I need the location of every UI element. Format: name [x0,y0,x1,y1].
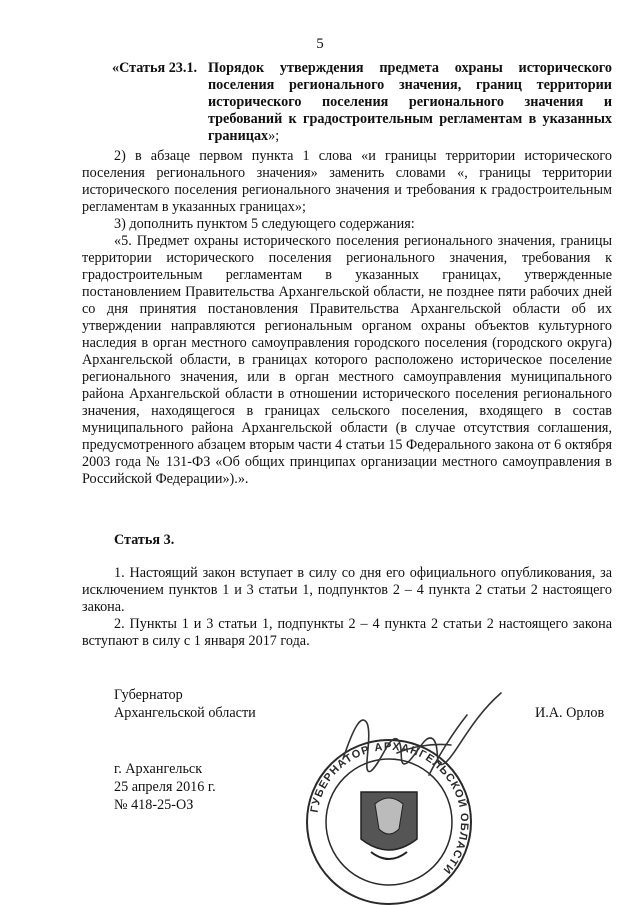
article-3-item-1: 1. Настоящий закон вступает в силу со дня его официального опубликования, за исключением пунктов 1 и 3 статьи 1, подпунктов 2 – 4 пункта 2 статьи 2 настоящего закона. [82,565,612,615]
article-heading-prefix: «Статья 23.1. [112,60,198,76]
signatory-position [114,686,256,722]
law-number: № 418-25-ОЗ [114,797,194,813]
law-date: 25 апреля 2016 г. [114,779,216,795]
paragraph-item-5: «5. Предмет охраны исторического поселения регионального значения, границы территории исторического поселения регионального значения, требования к градостроительным регламентам в указанных границах, утвержденные постановлением Правительства Архангельской области, не позднее пяти рабочих дней со дня принятия постановления Правительства Архангельской области об их утверждении направляются региональным органом охраны объектов культурного наследия в орган местного самоуправления городского поселения (городского округа) Архангельской области, в границах которого расположено историческое поселение регионального значения, или в орган местного самоуправления муниципального района Архангельской области в отношении исторического поселения регионального значения, находящегося в границах сельского поселения, входящего в состав муниципального района Архангельской области (в случае отсутствия соглашения, предусмотренного абзацем вторым части 4 статьи 15 Федерального закона от 6 октября 2003 года № 131-ФЗ «Об общих принципах организации местного самоуправления в Российской Федерации»).». [82,233,612,487]
amendment-paragraphs [82,148,612,488]
article-3-body [82,565,612,650]
page-number: 5 [316,36,324,52]
place-date-block [114,760,216,814]
seal-text: ГУБЕРНАТОР АРХАНГЕЛЬСКОЙ ОБЛАСТИ [308,740,471,877]
paragraph-2: 2) в абзаце первом пункта 1 слова «и границы территории исторического поселения регионального значения» заменить словами «, границы территории исторического поселения регионального значения и требования к градостроительным регламентам в указанных границах»; [82,148,612,215]
article-heading [112,60,612,145]
handwritten-signature-icon [343,693,501,775]
signatory-name: И.А. Орлов [535,705,605,721]
signatory-position-line1: Губернатор [114,687,183,703]
article-heading-ending: »; [268,128,280,144]
article-3-title: Статья 3. [114,532,175,548]
signatory-position-line2: Архангельской области [114,705,256,721]
article-3-item-2: 2. Пункты 1 и 3 статьи 1, подпункты 2 – 4 пункта 2 статьи 2 настоящего закона вступают в силу с 1 января 2017 года. [82,616,612,649]
seal-and-signature [301,689,631,905]
article-heading-text-block [208,60,612,145]
article-heading-text: Порядок утверждения предмета охраны исторического поселения регионального значения, границ территории исторического поселения регионального значения и требований к градостроительным регламентам в указанных границах [208,60,612,144]
city: г. Архангельск [114,761,203,777]
article-3-heading-block [82,532,612,549]
paragraph-3: 3) дополнить пунктом 5 следующего содержания: [114,216,415,232]
official-seal-icon [307,740,471,904]
